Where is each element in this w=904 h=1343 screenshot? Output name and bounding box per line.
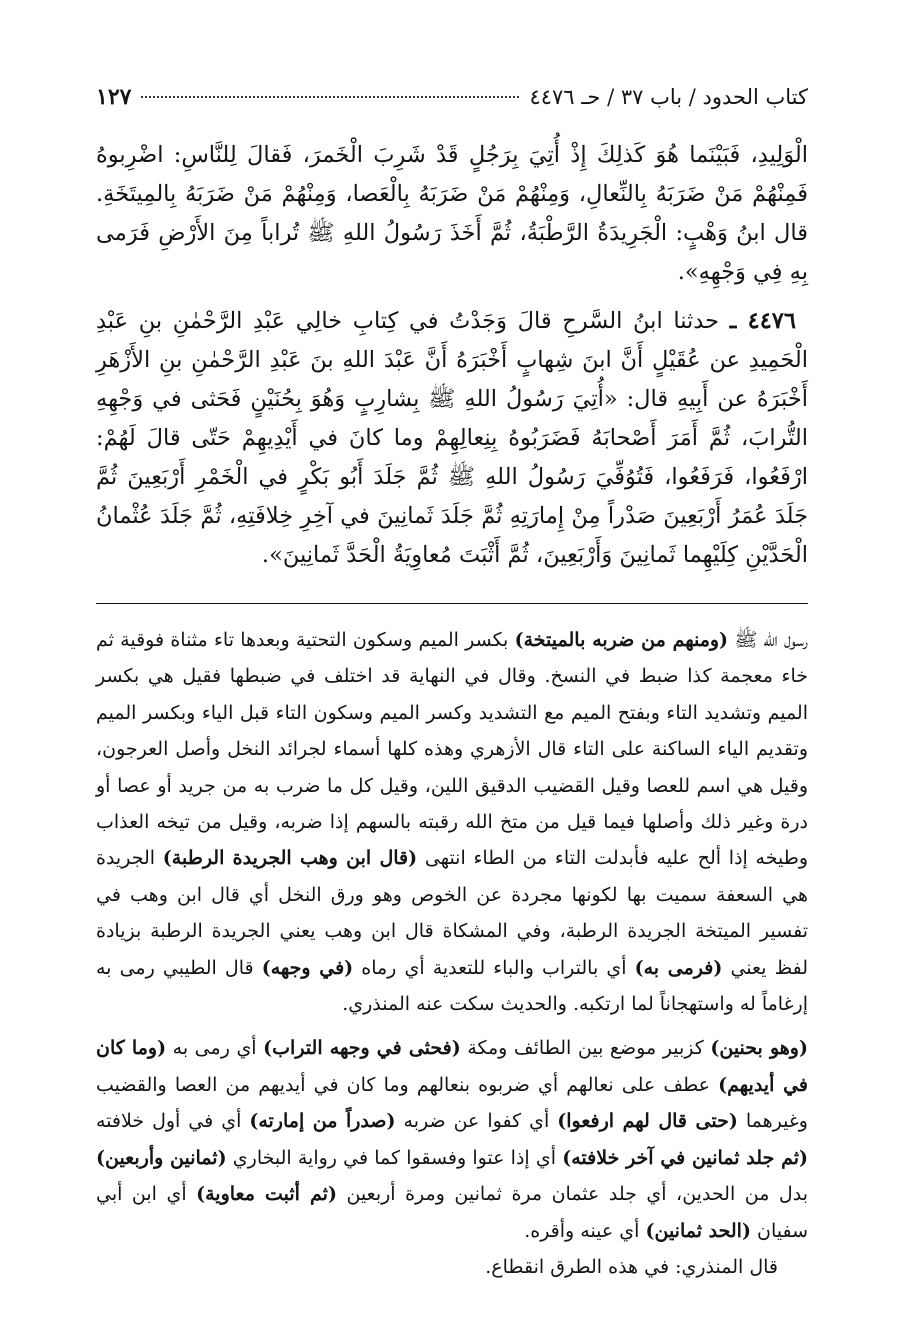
dotted-leader: [141, 96, 519, 98]
commentary-paragraph-2: [96, 1030, 808, 1248]
commentary-text: أي إذا عتوا وفسقوا كما في رواية البخاري: [232, 1146, 557, 1169]
commentary-text: بدل من الحدين، أي جلد عثمان مرة ثمانين ومرة أربعين: [346, 1183, 808, 1206]
mundhiri-note: قال المنذري: في هذه الطرق انقطاع.: [485, 1255, 778, 1278]
running-title: كتاب الحدود / باب ٣٧ / حـ ٤٤٧٦: [529, 85, 808, 109]
commentary-text: كزبير موضع بين الطائف ومكة: [467, 1037, 704, 1060]
quoted-phrase: (الحد ثمانين): [645, 1219, 751, 1242]
quoted-phrase: (فحثى في وجهه التراب): [263, 1037, 461, 1060]
page-number: ١٢٧: [96, 84, 132, 110]
commentary-text: قال الطيبي رمى به إرغاماً له واستهجاناً لما ارتكبه. والحديث سكت عنه المنذري.: [96, 956, 808, 1016]
quoted-phrase: (قال ابن وهب الجريدة الرطبة): [162, 847, 418, 870]
commentary-text: أي ابن أبي سفيان: [96, 1183, 808, 1242]
commentary-text: الجريدة هي السعفة سميت بها لكونها مجردة عن الخوص وهو ورق النخل أي قال ابن وهب في تفسير الميتخة الجريدة الرطبة، وفي المشكاة قال ابن وهب يعني الجريدة الرطبة بزيادة لفظ يعني: [96, 847, 809, 979]
commentary-text: أي في أول خلافته: [96, 1110, 242, 1133]
commentary-text: أي عينه وأقره.: [524, 1219, 640, 1242]
commentary-text: أي كفوا عن ضربه: [403, 1110, 550, 1133]
quoted-phrase: (حتى قال لهم ارفعوا): [557, 1110, 738, 1133]
commentary-text: عطف على نعالهم أي ضربوه بنعالهم وما كان في أيديهم من العصا والقضيب وغيرهما: [96, 1073, 808, 1133]
quoted-phrase: (ومنهم من ضربه بالميتخة): [514, 629, 729, 651]
commentary-text: رسول الله ﷺ: [734, 629, 808, 651]
quoted-phrase: (وهو بحنين): [710, 1037, 808, 1060]
quoted-phrase: (ثمانين وأربعين): [96, 1146, 227, 1169]
quoted-phrase: (وما كان في أيديهم): [96, 1037, 808, 1096]
page-header: [96, 84, 808, 124]
commentary-text: أي رمى به: [172, 1037, 257, 1060]
quoted-phrase: (صدراً من إمارته): [249, 1110, 396, 1133]
footnote-divider: [96, 603, 808, 604]
hadith-text: [96, 136, 808, 575]
commentary-text: بكسر الميم وسكون التحتية وبعدها تاء مثناة فوقية ثم خاء معجمة كذا ضبط في النسخ. وقال في النهاية قد اختلف في ضبطها فقيل هي بكسر الميم وتشديد التاء وبفتح الميم مع التشديد وكسر الميم وسكون التاء قبل الياء وبكسر الميم وتقديم الياء الساكنة على التاء قال الأزهري وهذه كلها أسماء لجرائد النخل وأصل العرجون، وقيل هي اسم للعصا وقيل القضيب الدقيق اللين، وقيل كل ما ضرب به من جريد أو عصا أو درة وغير ذلك وأصلها فيما قيل من متخ الله رقبته بالسهم إذا ضربه، وقيل من تيخه العذاب وطيخه إذا ألح عليه فأبدلت التاء من الطاء انتهى: [96, 629, 809, 870]
quoted-phrase: (فرمى به): [634, 956, 723, 979]
hadith-number: ٤٤٧٦ ـ: [729, 308, 796, 334]
hadith-continuation: الْوَلِيدِ، فَبَيْنَما هُوَ كَذلِكَ إِذْ أُتِيَ بِرَجُلٍ قَدْ شَرِبَ الْخَمرَ، فَقالَ لِلنَّاسِ: اضْرِبوهُ فَمِنْهُمْ مَنْ ضَرَبَهُ بِالنِّعالِ، وَمِنْهُمْ مَنْ ضَرَبَهُ بِالْعَصا، وَمِنْهُمْ مَنْ ضَرَبَهُ بِالمِيتَخَةِ. قال ابنُ وَهْبٍ: الْجَرِيدَةُ الرَّطْبَةُ، ثُمَّ أَخَذَ رَسُولُ اللهِ ﷺ تُراباً مِنَ الأَرْضِ فَرَمى بِهِ فِي وَجْهِهِ».: [96, 142, 808, 285]
hadith-4476: [96, 302, 808, 575]
hadith-body: حدثنا ابنُ السَّرحِ قالَ وَجَدْتُ في كِتابِ خالِي عَبْدِ الرَّحْمٰنِ بنِ عَبْدِ الْحَمِيدِ عن عُقَيْلٍ أَنَّ ابنَ شِهابٍ أَخْبَرَهُ أَنَّ عَبْدَ اللهِ بنَ عَبْدِ الرَّحْمٰنِ بنِ الأَزْهَرِ أَخْبَرَهُ عن أَبِيهِ قال: «أُتِيَ رَسُولُ اللهِ ﷺ بِشارِبٍ وَهُوَ بِحُنَيْنٍ فَحَثى في وَجْهِهِ التُّرابَ، ثُمَّ أَمَرَ أَصْحابَهُ فَضَرَبُوهُ بِنِعالِهِمْ وما كانَ في أَيْدِيهِمْ حَتّى قالَ لَهُمْ: ارْفَعُوا، فَرَفَعُوا، فَتُوُفِّيَ رَسُولُ اللهِ ﷺ ثُمَّ جَلَدَ أَبُو بَكْرٍ في الْخَمْرِ أَرْبَعِينَ ثُمَّ جَلَدَ عُمَرُ أَرْبَعِينَ صَدْراً مِنْ إِمارَتِهِ ثُمَّ جَلَدَ ثَمانِينَ في آخِرِ خِلافَتِهِ، ثُمَّ جَلَدَ عُثْمانُ الْحَدَّيْنِ كِلَيْهِما ثَمانِينَ وَأَرْبَعِينَ، ثُمَّ أَثْبَتَ مُعاوِيَةُ الْحَدَّ ثَمانِينَ».: [96, 308, 808, 568]
commentary: [96, 622, 808, 1285]
commentary-paragraph-1: [96, 622, 808, 1022]
quoted-phrase: (في وجهه): [261, 956, 354, 979]
commentary-text: أي بالتراب والباء للتعدية أي رماه: [361, 956, 627, 979]
quoted-phrase: (ثم أثبت معاوية): [196, 1183, 337, 1206]
quoted-phrase: (ثم جلد ثمانين في آخر خلافته): [562, 1146, 808, 1169]
